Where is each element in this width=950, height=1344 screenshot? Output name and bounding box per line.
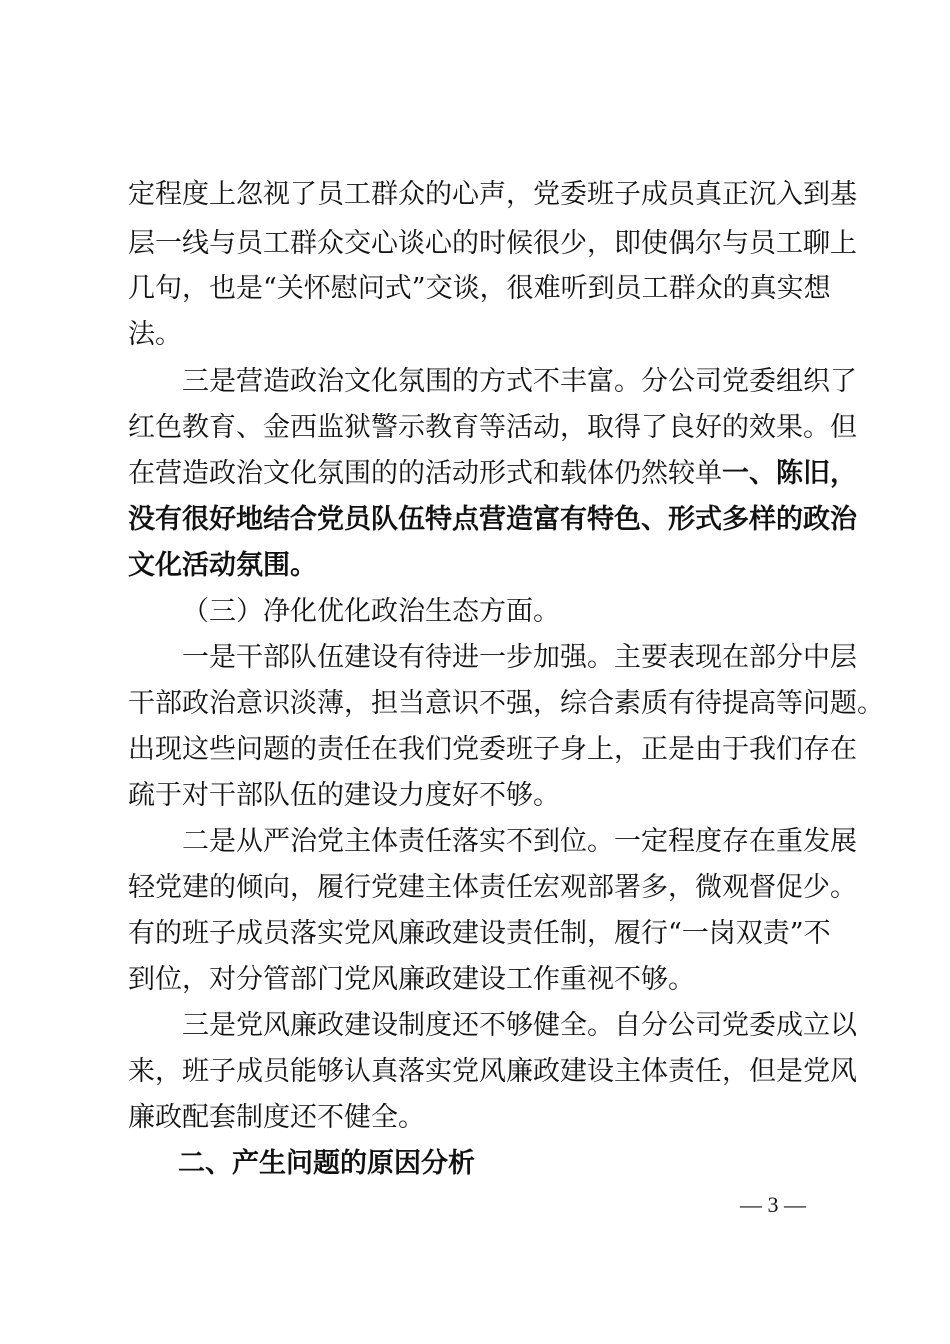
paragraph-1-line-2: 层一线与员工群众交心谈心的时候很少，即使偶尔与员工聊上	[128, 228, 857, 259]
paragraph-1-line-3: 几句，也是“关怀慰问式”交谈，很难听到员工群众的真实想	[128, 273, 831, 304]
paragraph-4-line-3: 有的班子成员落实党风廉政建设责任制，履行“一岗双责”不	[128, 918, 831, 949]
paragraph-5-line-3: 廉政配套制度还不健全。	[128, 1102, 425, 1133]
paragraph-3-line-3: 出现这些问题的责任在我们党委班子身上，正是由于我们存在	[128, 734, 857, 765]
paragraph-4-line-1: 二是从严治党主体责任落实不到位。一定程度存在重发展	[182, 826, 857, 857]
section-heading-2: 二、产生问题的原因分析	[178, 1148, 475, 1179]
paragraph-5-line-2: 来，班子成员能够认真落实党风廉政建设主体责任，但是党风	[128, 1056, 857, 1087]
paragraph-2-bold-line-2: 文化活动氛围。	[128, 550, 317, 581]
paragraph-1-line-4: 法。	[128, 319, 182, 350]
paragraph-1-line-1: 定程度上忽视了员工群众的心声，党委班子成员真正沉入到基	[128, 179, 857, 210]
paragraph-4-line-2: 轻党建的倾向，履行党建主体责任宏观部署多，微观督促少。	[128, 872, 857, 903]
paragraph-2-line-3-normal: 在营造政治文化氛围的的活动形式和载体仍然较单	[128, 458, 722, 489]
paragraph-3-line-4: 疏于对干部队伍的建设力度好不够。	[128, 780, 560, 811]
paragraph-2-line-1: 三是营造政治文化氛围的方式不丰富。分公司党委组织了	[182, 366, 857, 397]
paragraph-2-line-3	[128, 451, 857, 497]
paragraph-5-line-1: 三是党风廉政建设制度还不够健全。自分公司党委成立以	[182, 1010, 857, 1041]
paragraph-3-line-2: 干部政治意识淡薄，担当意识不强，综合素质有待提高等问题。	[128, 688, 884, 719]
page-number: — 3 —	[740, 1192, 806, 1217]
paragraph-4-line-4: 到位，对分管部门党风廉政建设工作重视不够。	[128, 964, 695, 995]
paragraph-2-line-2: 红色教育、金西监狱警示教育等活动，取得了良好的效果。但	[128, 412, 857, 443]
paragraph-2-bold-line-1: 没有很好地结合党员队伍特点营造富有特色、形式多样的政治	[128, 504, 857, 535]
paragraph-2-line-3-bold: 一、陈旧，	[722, 458, 857, 489]
paragraph-3-line-1: 一是干部队伍建设有待进一步加强。主要表现在部分中层	[182, 642, 857, 673]
section-heading: （三）净化优化政治生态方面。	[182, 596, 560, 627]
